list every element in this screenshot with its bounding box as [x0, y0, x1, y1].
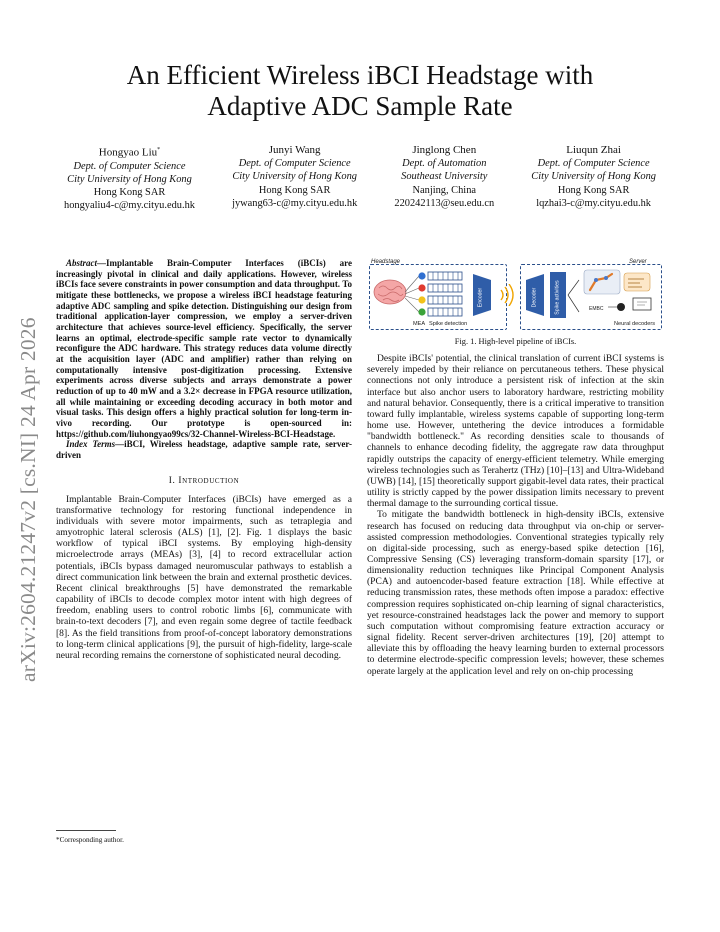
title-line-1: An Efficient Wireless iBCI Headstage with — [126, 60, 594, 90]
author-org: Southeast University — [401, 171, 488, 183]
abstract-text: —Implantable Brain-Computer Interfaces (iBCIs) are increasingly pivotal in clinical and daily applications. However, wireless iBCIs face severe constraints in power consumption and data throughput. To mitigate these bottlenecks, we propose a wireless iBCI headstage featuring adaptive ADC sampling and spike detection. Distinguishing our design from traditional application-layer compression, we employ a server-driven architecture that achieves source-level efficiency. Specifically, the server learns an optimal, electrode-specific sample rate vector to dynamically reconfigure the ADC hardware. This strategy reduces data volume directly at the acquisition layer (ADC and amplifier) rather than relying on computationally intensive post-digitization processing. Extensive experiments across diverse subjects and arrays demonstrate a power reduction of up to 40 mW and a 3.2× decrease in FPGA resource utilization, all while maintaining or exceeding decoding accuracy in both motor and visual tasks. This design offers a highly practical solution for long-term in-vivo recording. Our prototype is open-sourced in: https://github.com/liuhongyao99cs/32-Channel-Wireless-BCI-Headstage. — [56, 258, 352, 439]
neural-decoders-label: Neural decoders — [614, 321, 656, 327]
arxiv-stamp — [14, 262, 40, 682]
author-email: 220242113@seu.edu.cn — [394, 197, 495, 209]
author-name: Liuqun Zhai — [566, 144, 621, 156]
author-email: hongyaliu4-c@my.cityu.edu.hk — [64, 200, 195, 212]
author-location: Hong Kong SAR — [557, 184, 630, 196]
body-paragraph-2: To mitigate the bandwidth bottleneck in high-density iBCIs, extensive research has focused on reducing data throughput via on-chip or server-assisted compression methodologies. Conventional strategies typically rely on digital-side processing, such as energy-based spike detection [16], Compressive Sensing (CS) leveraging transform-domain sparsity [17], or dimensionality reduction techniques like Principal Component Analysis (PCA) and autoencoder-based feature extraction [18]. While effective at reducing transmission rates, these methods often impose a paradox: effective compression requires sophisticated on-chip learning of signal characteristics, yet resource-constrained headstages lack the power and memory to support such computation without compromising feature extraction accuracy or signal fidelity. Recent server-driven architectures [19], [20] attempt to alleviate this by offloading the heavy learning burden to external processors to determine electrode-specific compression levels; however, these schemes operate largely at the application level and rely on on-chip processing — [367, 509, 664, 677]
author-4 — [531, 144, 656, 213]
author-location: Nanjing, China — [412, 184, 477, 196]
author-org: City University of Hong Kong — [67, 174, 192, 186]
author-dept: Dept. of Computer Science — [537, 158, 650, 170]
author-dept: Dept. of Computer Science — [238, 158, 351, 170]
embc-label: EMBC — [589, 306, 604, 312]
spike-activities-label: Spike activities — [554, 280, 561, 315]
wireless-signal-icon — [498, 284, 516, 306]
author-name: Jinglong Chen — [412, 144, 477, 156]
author-email: lqzhai3-c@my.cityu.edu.hk — [536, 197, 652, 209]
figure-caption: Fig. 1. High-level pipeline of iBCIs. — [454, 337, 577, 346]
headstage-label: Headstage — [371, 259, 401, 265]
mea-label: MEA — [413, 321, 426, 327]
cursor-output-icon — [607, 300, 627, 314]
brain-icon — [373, 278, 407, 306]
index-terms-text: —iBCI, Wireless headstage, adaptive sample rate, server-driven — [56, 439, 352, 460]
intro-paragraph: Implantable Brain-Computer Interfaces (iBCIs) have emerged as a transformative technology for restoring functional independence in individuals with severe motor impairments, such as tetraplegia and amyotrophic lateral sclerosis (ALS) [1], [2]. Fig. 1 displays the basic workflow of typical iBCI systems. By employing high-density microelectrode arrays (MEAs) [3], [4] to record extracellular action potentials, iBCIs bypass damaged neuromuscular pathways to establish a direct communication link between the brain and external prosthetic devices. Recent clinical breakthroughs [5] have demonstrated the remarkable capability of iBCIs to decode complex motor intent with high degrees of freedom, enabling users to control robotic limbs [6], communicate with brain-to-text decoders [7], and even regain some degree of tactile feedback [8]. As the field transitions from proof-of-concept laboratory demonstrations to long-term clinical applications [9], the pursuit of high-fidelity, large-scale neural recording remains the cornerstone of sophisticated neural decoding. — [56, 493, 352, 661]
corresponding-mark: * — [157, 147, 161, 153]
author-location: Hong Kong SAR — [93, 187, 166, 199]
text-output-icon — [623, 270, 653, 294]
mea-electrodes-icon — [405, 270, 427, 322]
spike-detection-label: Spike detection — [429, 321, 468, 327]
section-heading-introduction: I. Introduction — [168, 476, 240, 487]
author-dept: Dept. of Automation — [402, 158, 487, 170]
body-paragraph-1: Despite iBCIs' potential, the clinical translation of current iBCI systems is severely impeded by their reliance on percutaneous tethers. These physical connections not only introduce a persistent risk of infection at the skin interface but also anchor users to laboratory hardware, restricting mobility and natural behavior. Consequently, there is a critical imperative to transition toward fully implantable, wireless systems capable of supporting long-term home use. However, untethering the device introduces a formidable "bandwidth bottleneck." As recording densities scale to thousands of channels to enhance decoding fidelity, the aggregate raw data throughput rapidly outstrips the capacity of energy-efficient telemetry. While emerging wireless technologies such as Terahertz (THz) [10]–[13] and Ultra-Wideband (UWB) [14], [15] theoretically support gigabit-level data rates, their practical utility is strictly capped by the power dissipation limits necessary to prevent thermal damage to the surrounding cortical tissue. — [367, 353, 664, 510]
abstract-lead: Abstract — [66, 258, 98, 268]
author-3 — [394, 144, 494, 213]
author-name: Junyi Wang — [268, 144, 321, 156]
monitor-output-icon — [629, 296, 655, 314]
index-terms — [56, 439, 352, 460]
author-org: City University of Hong Kong — [531, 171, 656, 183]
figure-1 — [367, 258, 664, 332]
robotic-arm-icon — [582, 268, 622, 298]
author-dept: Dept. of Computer Science — [73, 160, 186, 172]
author-2 — [232, 144, 357, 213]
output-arrows-icon — [567, 272, 581, 318]
server-label: Server — [629, 259, 647, 265]
title-line-2: Adaptive ADC Sample Rate — [207, 91, 513, 121]
footnote-rule — [56, 830, 116, 831]
abstract — [56, 258, 352, 439]
author-1 — [64, 144, 195, 213]
author-email: jywang63-c@my.cityu.edu.hk — [232, 197, 358, 209]
author-org: City University of Hong Kong — [232, 171, 358, 183]
footnote: *Corresponding author. — [56, 836, 124, 844]
decoder-label: Decoder — [531, 287, 538, 308]
arxiv-id: arXiv:2604.21247v2 [cs.NI] 24 Apr 2026 — [16, 317, 40, 682]
left-column — [56, 258, 352, 661]
paper-title — [60, 60, 660, 122]
right-column — [367, 258, 664, 677]
author-location: Hong Kong SAR — [258, 184, 331, 196]
encoder-label: Encoder — [477, 287, 484, 308]
index-terms-lead: Index Terms — [66, 439, 116, 450]
author-name: Hongyao Liu — [98, 146, 158, 159]
spike-buffer-icon — [427, 271, 465, 319]
author-block — [64, 144, 656, 213]
